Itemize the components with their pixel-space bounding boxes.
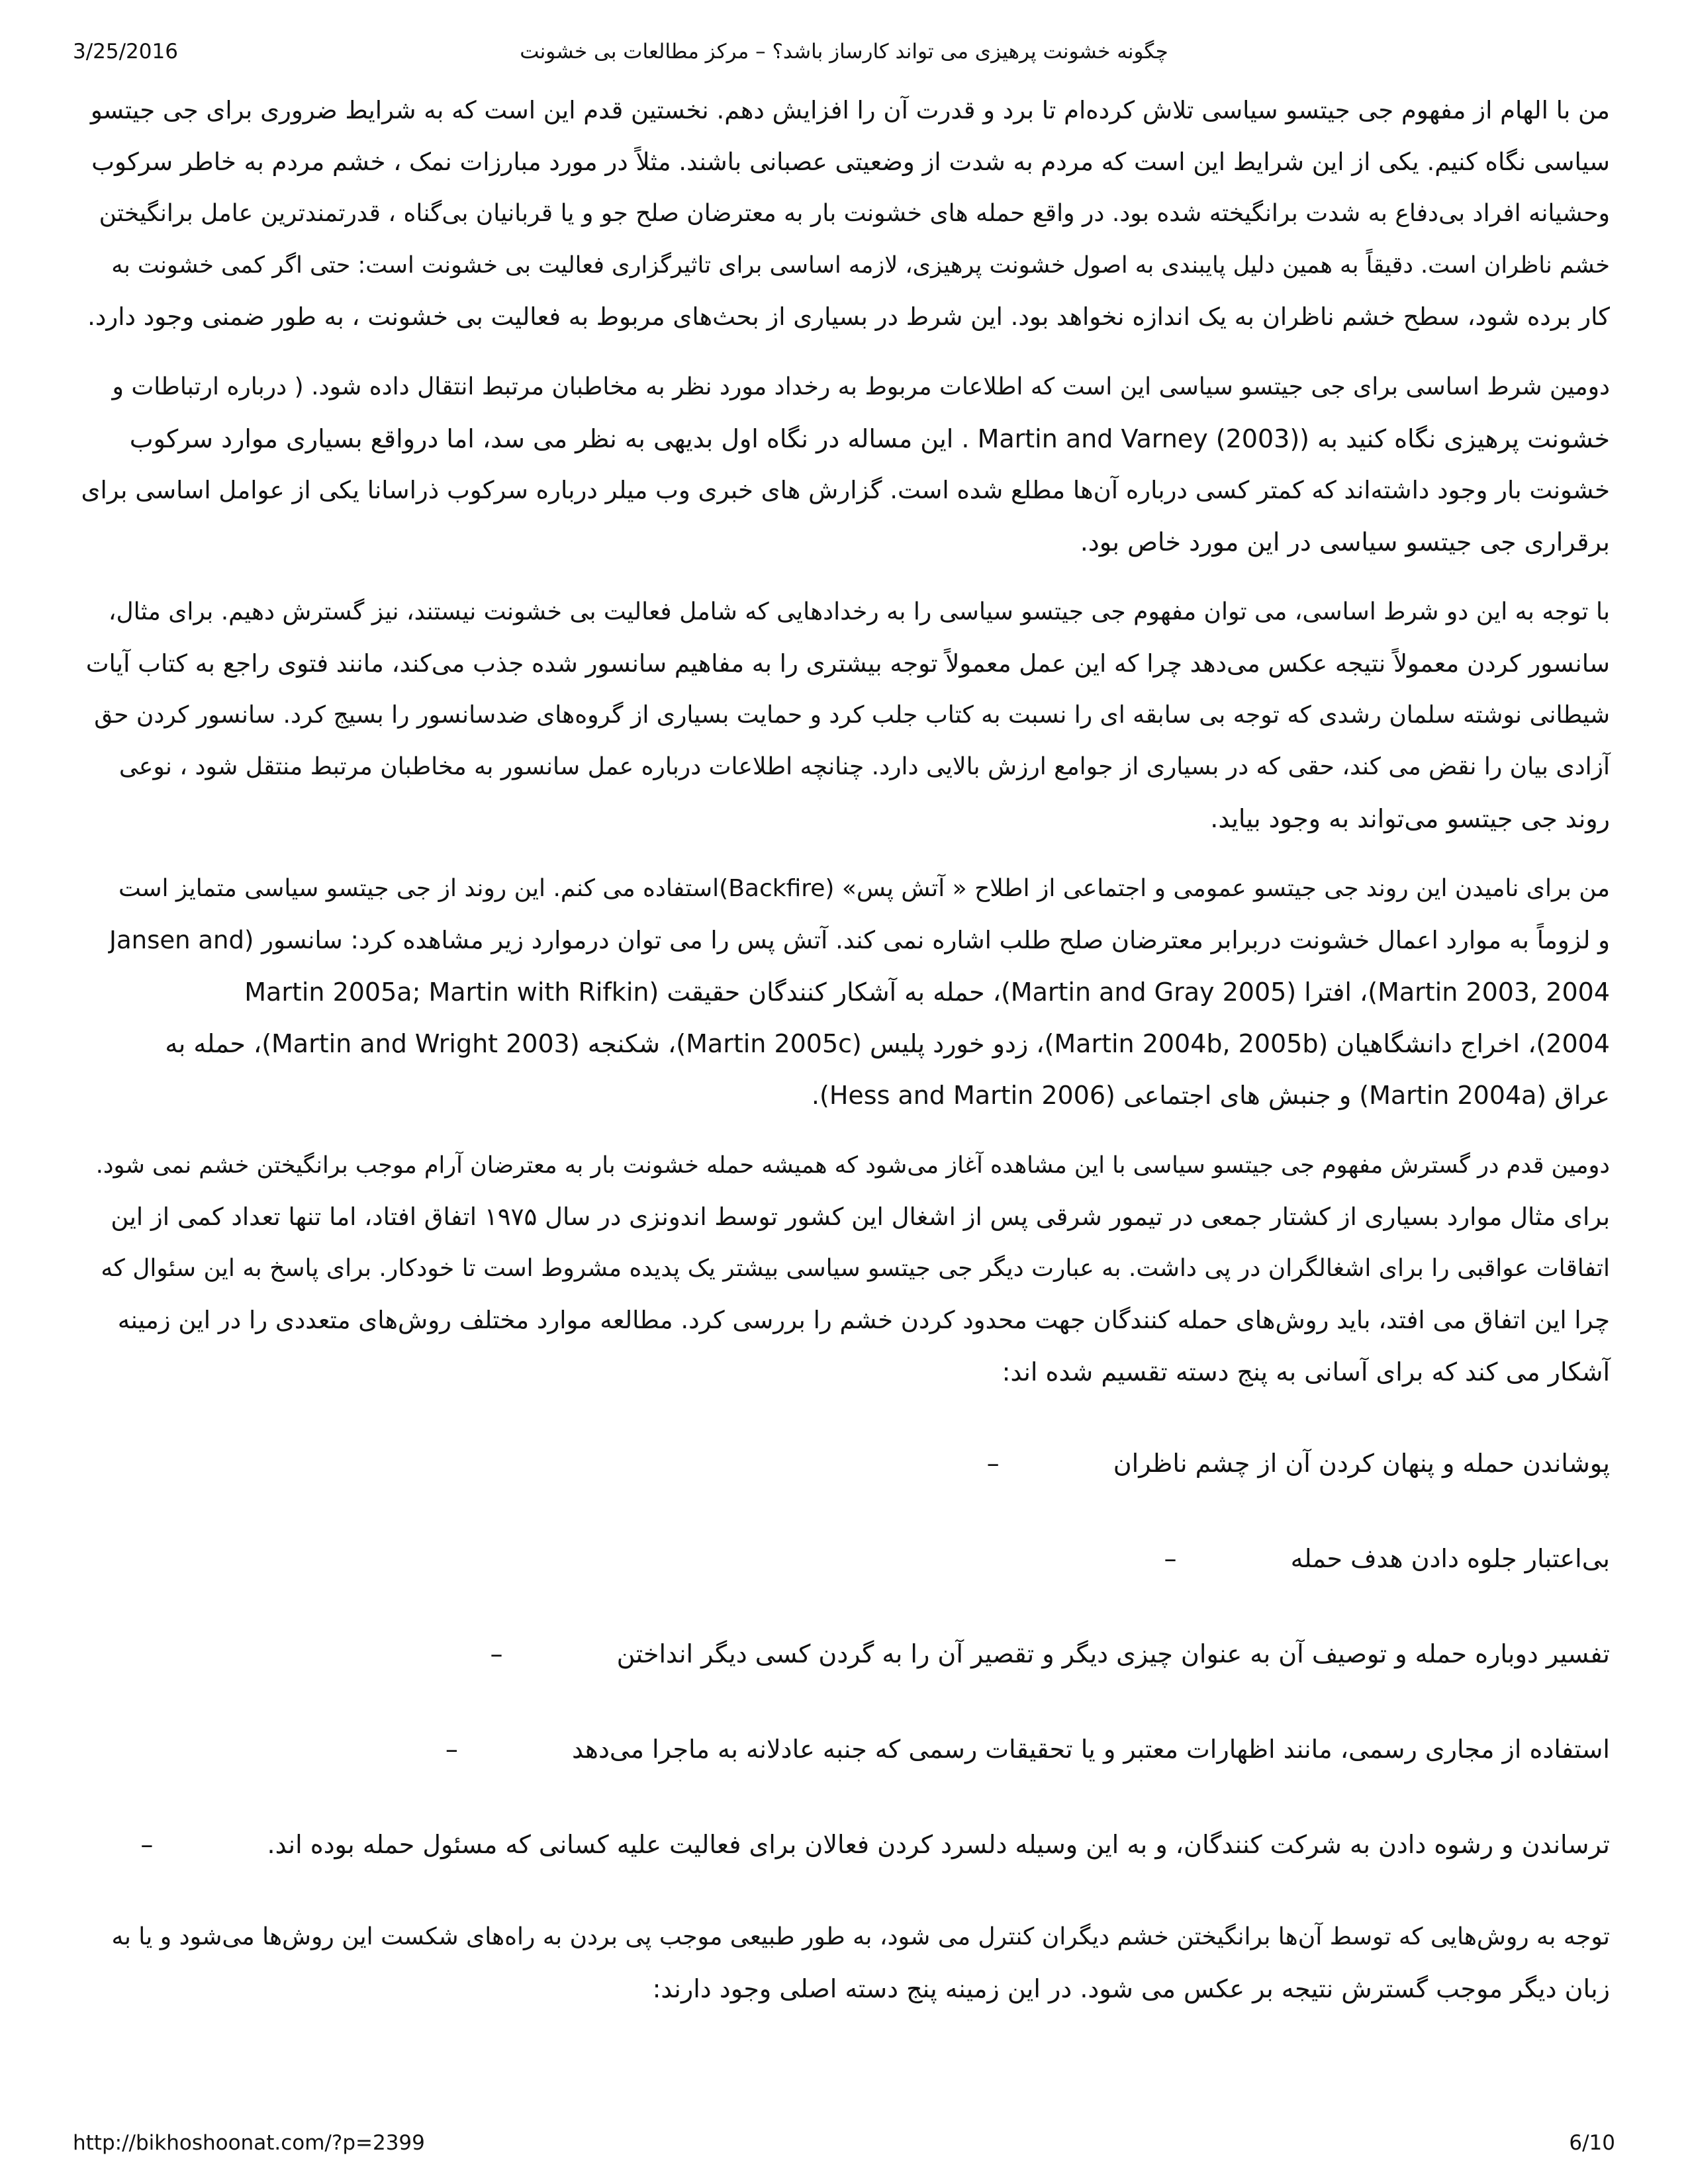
text-line: 2004)، اخراج دانشگاهیان (Martin 2004b, 2005b)، زدو خورد پلیس (Martin 2005c)، شکنجه (Martin and Wright 2003)، حمله به bbox=[165, 1029, 1610, 1058]
print-date: 3/25/2016 bbox=[73, 40, 178, 64]
dash-marker: – bbox=[140, 1830, 154, 1859]
text-line: و لزوماً به موارد اعمال خشونت دربرابر معترضان صلح طلب اشاره نمی کند. آتش پس را می توان درموارد زیر مشاهده کرد: سانسور (Jansen and bbox=[109, 926, 1610, 954]
text-line: من برای نامیدن این روند جی جیتسو عمومی و اجتماعی از اطلاح « آتش پس» (Backfire)استفاده می کنم. این روند از جی جیتسو سیاسی متمایز است bbox=[118, 875, 1610, 902]
method-list bbox=[78, 1437, 1610, 1870]
list-item-text: بی‌اعتبار جلوه دادن هدف حمله bbox=[1290, 1544, 1610, 1573]
text-line: دومین شرط اساسی برای جی جیتسو سیاسی این است که اطلاعات مربوط به رخداد مورد نظر به مخاطبان مرتبط انتقال داده شود. ( درباره ارتباطات و bbox=[112, 373, 1610, 400]
text-line: روند جی جیتسو می‌تواند به وجود بیاید. bbox=[1210, 804, 1610, 833]
text-line: کار برده شود، سطح خشم ناظران به یک اندازه نخواهد بود. این شرط در بسیاری از بحث‌های مربوط به فعالیت بی خشونت ، به طور ضمنی وجود دارد. bbox=[87, 302, 1610, 331]
paragraph-3 bbox=[78, 586, 1610, 844]
dash-marker: – bbox=[445, 1735, 458, 1764]
text-line: شیطانی نوشته سلمان رشدی که توجه بی سابقه ای را نسبت به کتاب جلب کرد و حمایت بسیاری از گروه‌های ضدسانسور را بسیج کرد. سانسور کردن حق bbox=[94, 702, 1610, 729]
text-line: سانسور کردن معمولاً نتیجه عکس می‌دهد چرا که این عمل معمولاً توجه بیشتری را به مفاهیم سانسور شده جذب می‌کند، مانند فتوی راجع به کتاب آیات bbox=[85, 649, 1610, 678]
text-line: Martin 2003, 2004)، افترا (Martin and Gray 2005)، حمله به آشکار کنندگان حقیقت (Martin 2005a; Martin with Rifkin bbox=[244, 978, 1610, 1007]
text-line: خشم ناظران است. دقیقاً به همین دلیل پایبندی به اصول خشونت پرهیزی، لازمه اساسی برای تاثیرگزاری فعالیت بی خشونت است: حتی اگر کمی خشونت به bbox=[111, 252, 1610, 279]
text-line: با توجه به این دو شرط اساسی، می توان مفهوم جی جیتسو سیاسی را به رخدادهایی که شامل فعالیت بی خشونت نیستند، نیز گسترش دهیم. برای مثال، bbox=[108, 598, 1610, 625]
closing-paragraph bbox=[78, 1911, 1610, 2015]
list-item-text: ترساندن و رشوه دادن به شرکت کنندگان، و به این وسیله دلسرد کردن فعالان برای فعالیت علیه کسانی که مسئول حمله بوده اند. bbox=[267, 1830, 1610, 1859]
list-item bbox=[78, 1533, 1610, 1584]
page-number: 6/10 bbox=[1569, 2131, 1615, 2155]
dash-marker: – bbox=[1164, 1544, 1177, 1573]
list-item bbox=[78, 1723, 1610, 1775]
page-title: چگونه خشونت پرهیزی می تواند کارساز باشد؟ – مرکز مطالعات بی خشونت bbox=[520, 40, 1168, 64]
list-item bbox=[78, 1819, 1610, 1870]
text-line: آشکار می کند که برای آسانی به پنج دسته تقسیم شده اند: bbox=[1002, 1357, 1610, 1387]
text-line: برای مثال موارد بسیاری از کشتار جمعی در تیمور شرقی پس از اشغال این کشور توسط اندونزی در سال ۱۹۷۵ اتفاق افتاد، اما تنها تعداد کمی از این bbox=[111, 1203, 1610, 1231]
dash-marker: – bbox=[986, 1449, 1000, 1478]
text-line: توجه به روش‌هایی که توسط آن‌ها برانگیختن خشم دیگران کنترل می شود، به طور طبیعی موجب پی بردن به راه‌های شکست این روش‌ها می‌شود و یا به bbox=[111, 1923, 1610, 1950]
source-url: http://bikhoshoonat.com/?p=2399 bbox=[73, 2131, 425, 2155]
list-item bbox=[78, 1628, 1610, 1680]
paragraph-4 bbox=[78, 863, 1610, 1121]
text-line: چرا این اتفاق می افتد، باید روش‌های حمله کنندگان جهت محدود کردن خشم را بررسی کرد. مطالعه موارد مختلف روش‌های متعددی را در این زمینه bbox=[117, 1306, 1610, 1334]
text-line: دومین قدم در گسترش مفهوم جی جیتسو سیاسی با این مشاهده آغاز می‌شود که همیشه حمله خشونت بار به معترضان آرام موجب برانگیختن خشم نمی شود. bbox=[95, 1152, 1610, 1179]
article-body bbox=[78, 85, 1610, 2033]
text-line: خشونت پرهیزی نگاه کنید به (Martin and Varney (2003) . این مساله در نگاه اول بدیهی به نظر می سد، اما درواقع بسیاری موارد سرکوب bbox=[129, 424, 1610, 453]
text-line: زبان دیگر موجب گسترش نتیجه بر عکس می شود. در این زمینه پنج دسته اصلی وجود دارند: bbox=[652, 1974, 1610, 2003]
list-item-text: پوشاندن حمله و پنهان کردن آن از چشم ناظران bbox=[1113, 1449, 1610, 1478]
dash-marker: – bbox=[490, 1639, 503, 1668]
text-line: برقراری جی جیتسو سیاسی در این مورد خاص بود. bbox=[1080, 527, 1610, 557]
text-line: خشونت بار وجود داشته‌اند که کمتر کسی درباره آن‌ها مطلع شده است. گزارش های خبری وب میلر درباره سرکوب ذراسانا یکی از عوامل اساسی برای bbox=[81, 476, 1610, 504]
paragraph-1 bbox=[78, 85, 1610, 343]
list-item-text: تفسیر دوباره حمله و توصیف آن به عنوان چیزی دیگر و تقصیر آن را به گردن کسی دیگر انداختن bbox=[616, 1639, 1610, 1668]
list-item bbox=[78, 1437, 1610, 1489]
paragraph-5 bbox=[78, 1140, 1610, 1398]
text-line: اتفاقات عواقبی را برای اشغالگران در پی داشت. به عبارت دیگر جی جیتسو سیاسی بیشتر یک پدیده مشروط است تا خودکار. برای پاسخ به این سئوال که bbox=[101, 1255, 1610, 1282]
text-line: سیاسی نگاه کنیم. یکی از این شرایط این است که مردم به شدت از وضعیتی عصبانی باشند. مثلاً در مورد مبارزات نمک ، خشم مردم به خاطر سرکوب bbox=[91, 148, 1610, 176]
list-item-text: استفاده از مجاری رسمی، مانند اظهارات معتبر و یا تحقیقات رسمی که جنبه عادلانه به ماجرا می‌دهد bbox=[571, 1735, 1610, 1764]
text-line: وحشیانه افراد بی‌دفاع به شدت برانگیخته شده بود. در واقع حمله های خشونت بار به معترضان صلح جو و یا قربانیان بی‌گناه ، قدرتمندترین عامل برانگیختن bbox=[99, 200, 1610, 227]
text-line: من با الهام از مفهوم جی جیتسو سیاسی تلاش کرده‌ام تا برد و قدرت آن را افزایش دهم. نخستین قدم این است که به شرایط ضروری برای جی جیتسو bbox=[90, 96, 1610, 124]
text-line: عراق (Martin 2004a) و جنبش های اجتماعی (Hess and Martin 2006). bbox=[811, 1081, 1610, 1110]
text-line: آزادی بیان را نقض می کند، حقی که در بسیاری از جوامع ارزش بالایی دارد. چنانچه اطلاعات درباره عمل سانسور به مخاطبان مرتبط منتقل شود ، نوعی bbox=[118, 753, 1610, 780]
paragraph-2 bbox=[78, 361, 1610, 568]
